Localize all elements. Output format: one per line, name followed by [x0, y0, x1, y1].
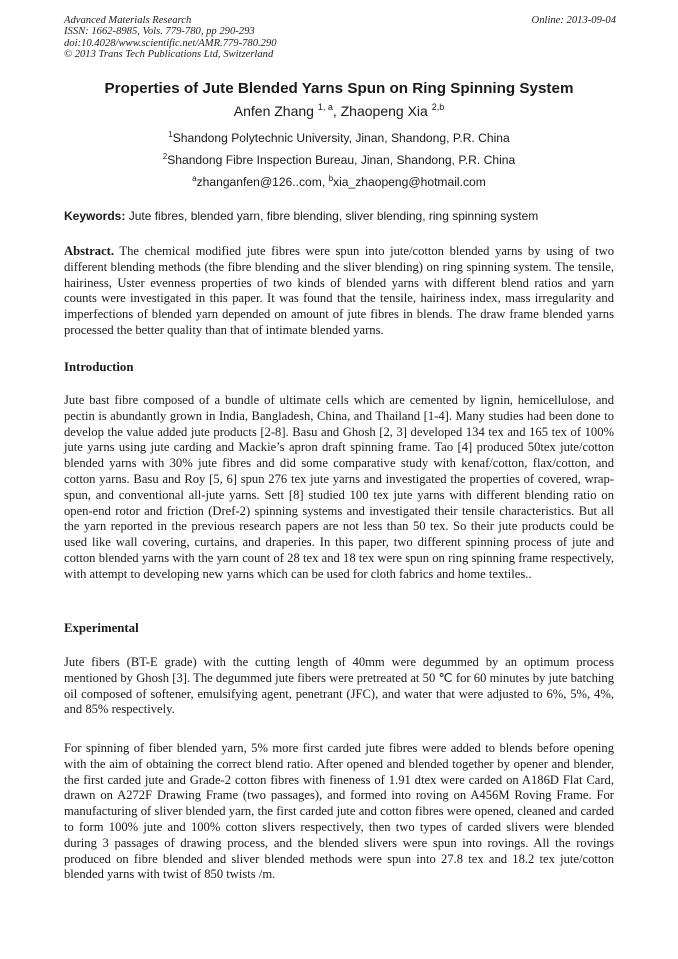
email-line	[0, 175, 678, 189]
keywords-label: Keywords:	[64, 209, 126, 223]
introduction-paragraph: Jute bast fibre composed of a bundle of ultimate cells which are cemented by lignin, hemicellulose, and pectin is abundantly grown in India, Bangladesh, China, and Thailand [1-4]. Many studies had been done to develop the value added jute products [2-8]. Basu and Ghosh [2, 3] developed 134 tex and 165 tex of 100% jute yarns using jute carding and Mackie’s apron draft spinning frame. Tao [4] produced 50tex jute/cotton blended yarns with 30% jute fibres and did some comparative study with kenaf/cotton, flax/cotton, and cotton yarns. Basu and Roy [5, 6] spun 276 tex jute yarns and investigated the properties of covered, wrap-spun, and conventional all-jute yarns. Sett [8] studied 100 tex jute yarns with different blending ratio on open-end rotor and friction (Dref-2) spinning systems and investigated their tensile characteristics. But all the yarn reported in the previous research papers are not less than 50 tex. So their jute products could be used like wall covering, curtains, and draperies. In this paper, two different spinning process of jute and cotton blended yarns with the yarn count of 28 tex and 18 tex were spun on ring spinning frame respectively, with attempt to developing new yarns which can be used for cloth fabrics and home textiles..	[64, 393, 614, 581]
abstract-label: Abstract.	[64, 244, 115, 258]
doi-line[interactable]: doi:10.4028/www.scientific.net/AMR.779-780.290	[64, 37, 277, 49]
email-b[interactable]: xia_zhaopeng@hotmail.com	[333, 175, 486, 189]
experimental-paragraph-1: Jute fibers (BT-E grade) with the cutting length of 40mm were degummed by an optimum process mentioned by Ghosh [3]. The degummed jute fibers were pretreated at 50 ℃ for 60 minutes by jute batching oil composed of softener, emulsifying agent, penetrant (JFC), and water that were adjusted to 6%, 5%, 4%, and 85% respectively.	[64, 655, 614, 717]
author-1-sup: 1, a	[317, 102, 333, 112]
email-a[interactable]: zhanganfen@126..com,	[196, 175, 329, 189]
affiliation-1	[0, 131, 678, 145]
affiliation-1-text: Shandong Polytechnic University, Jinan, Shandong, P.R. China	[172, 131, 510, 145]
author-separator: ,	[332, 103, 341, 119]
affiliation-2-sup: 2	[162, 152, 168, 161]
affiliation-1-sup: 1	[168, 130, 173, 139]
author-2-sup: 2,b	[431, 102, 445, 112]
author-1-name: Anfen Zhang	[233, 103, 314, 119]
paper-title: Properties of Jute Blended Yarns Spun on Ring Spinning System	[104, 80, 574, 97]
online-date: Online: 2013-09-04	[531, 15, 616, 26]
email-a-sup: a	[192, 174, 197, 183]
issn-line: ISSN: 1662-8985, Vols. 779-780, pp 290-293	[64, 26, 255, 38]
keywords-text: Jute fibres, blended yarn, fibre blending, sliver blending, ring spinning system	[125, 209, 539, 223]
affiliation-2-text: Shandong Fibre Inspection Bureau, Jinan, Shandong, P.R. China	[167, 153, 516, 167]
email-b-sup: b	[328, 174, 334, 183]
affiliation-2	[0, 153, 678, 167]
journal-name: Advanced Materials Research	[64, 15, 192, 26]
author-line	[0, 103, 678, 119]
experimental-paragraph-2: For spinning of fiber blended yarn, 5% more first carded jute fibres were added to blends before opening with the aim of obtaining the correct blend ratio. After opened and blended together by opener and blender, the first carded jute and Grade-2 cotton fibres with fineness of 1.91 dtex were carded on A186D Flat Card, drawn on A272F Drawing Frame (two passages), and formed into roving on A456M Roving Frame. For manufacturing of sliver blended yarn, the first carded jute and cotton fibres were opened, cleaned and carded to form 100% jute and 100% cotton slivers respectively, then two types of carded slivers were blended during 3 passages of drawing process, and the blended slivers were spun into rovings. All the rovings produced on fibre blended and sliver blended methods were spun into 27.8 tex and 18.2 tex jute/cotton blended yarns with twist of 850 twists /m.	[64, 741, 614, 882]
abstract-text: The chemical modified jute fibres were spun into jute/cotton blended yarns by using of two different blending methods (the fibre blending and the sliver blending) on ring spinning system. The tensile, hairiness, Uster evenness properties of two kinds of blended yarns with different blend ratios and yarn counts were investigated in this paper. It was found that the tensile, hairiness index, mass irregularity and imperfections of blended yarn depended on amount of jute fibres in blends. The draw frame blended yarns processed the better quality than that of intimate blended yarns.	[64, 244, 614, 337]
keywords	[64, 209, 624, 223]
author-2-name: Zhaopeng Xia	[340, 103, 428, 119]
experimental-heading: Experimental	[64, 621, 139, 635]
journal-header	[64, 15, 616, 60]
abstract	[64, 244, 614, 339]
introduction-heading: Introduction	[64, 360, 134, 374]
copyright-line: © 2013 Trans Tech Publications Ltd, Switzerland	[64, 48, 274, 60]
